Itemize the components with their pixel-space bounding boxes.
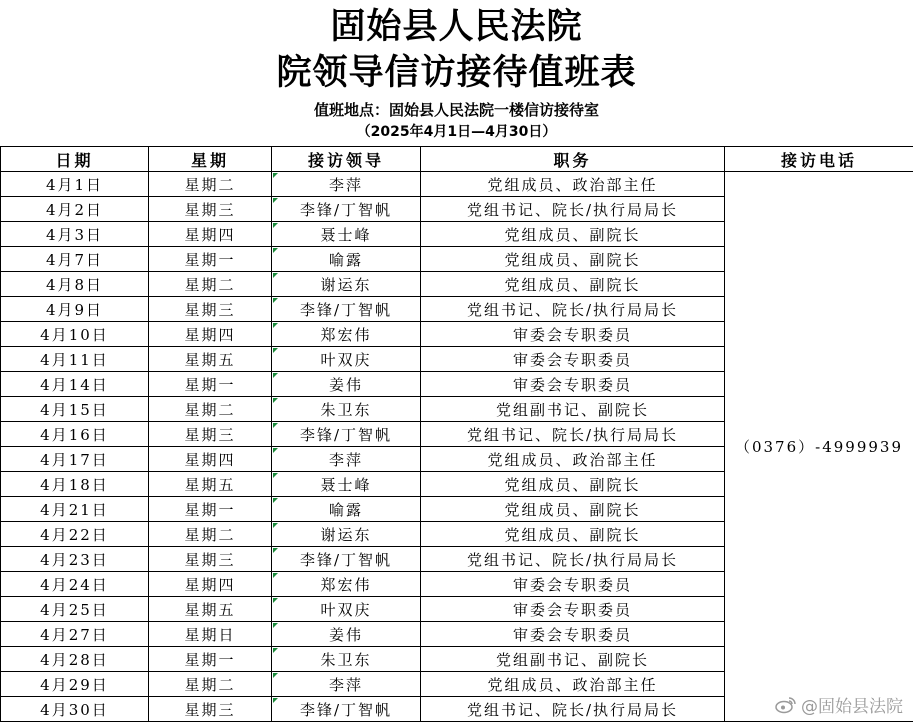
cell-date: 4月16日 (1, 422, 149, 447)
cell-weekday: 星期二 (149, 172, 272, 197)
cell-weekday: 星期三 (149, 697, 272, 722)
cell-leader: 朱卫东 (272, 397, 421, 422)
cell-date: 4月25日 (1, 597, 149, 622)
cell-date: 4月23日 (1, 547, 149, 572)
cell-leader: 李锋/丁智帆 (272, 422, 421, 447)
cell-leader: 喻露 (272, 497, 421, 522)
table-row (1, 172, 913, 197)
cell-position: 党组成员、副院长 (421, 497, 725, 522)
cell-date: 4月30日 (1, 697, 149, 722)
cell-weekday: 星期五 (149, 347, 272, 372)
header-position: 职务 (421, 147, 725, 172)
cell-weekday: 星期五 (149, 597, 272, 622)
cell-date: 4月28日 (1, 647, 149, 672)
duty-location: 值班地点：固始县人民法院一楼信访接待室 (313, 101, 599, 119)
cell-weekday: 星期一 (149, 372, 272, 397)
cell-position: 审委会专职委员 (421, 597, 725, 622)
cell-position: 党组成员、政治部主任 (421, 172, 725, 197)
watermark-text: @固始县法院 (801, 697, 903, 717)
cell-weekday: 星期二 (149, 397, 272, 422)
cell-date: 4月1日 (1, 172, 149, 197)
weibo-watermark (775, 692, 903, 717)
header-leader: 接访领导 (272, 147, 421, 172)
cell-leader: 姜伟 (272, 622, 421, 647)
cell-date: 4月29日 (1, 672, 149, 697)
cell-leader: 李萍 (272, 172, 421, 197)
cell-weekday: 星期四 (149, 222, 272, 247)
cell-leader: 李锋/丁智帆 (272, 547, 421, 572)
cell-date: 4月18日 (1, 472, 149, 497)
cell-leader: 聂士峰 (272, 472, 421, 497)
court-title: 固始县人民法院 (330, 7, 583, 47)
cell-leader: 郑宏伟 (272, 572, 421, 597)
cell-position: 党组书记、院长/执行局局长 (421, 547, 725, 572)
cell-weekday: 星期三 (149, 297, 272, 322)
cell-weekday: 星期四 (149, 572, 272, 597)
cell-date: 4月3日 (1, 222, 149, 247)
cell-leader: 叶双庆 (272, 597, 421, 622)
cell-leader: 谢运东 (272, 272, 421, 297)
duty-schedule-table (0, 146, 913, 722)
cell-weekday: 星期一 (149, 647, 272, 672)
cell-position: 审委会专职委员 (421, 572, 725, 597)
cell-leader: 姜伟 (272, 372, 421, 397)
header-weekday: 星期 (149, 147, 272, 172)
cell-position: 党组书记、院长/执行局局长 (421, 697, 725, 722)
cell-weekday: 星期二 (149, 522, 272, 547)
cell-phone: （0376）-4999939 (725, 172, 913, 722)
cell-leader: 李锋/丁智帆 (272, 197, 421, 222)
header-phone: 接访电话 (725, 147, 913, 172)
cell-date: 4月21日 (1, 497, 149, 522)
cell-leader: 谢运东 (272, 522, 421, 547)
date-range: （2025年4月1日—4月30日） (356, 124, 557, 140)
cell-date: 4月27日 (1, 622, 149, 647)
schedule-title: 院领导信访接待值班表 (276, 53, 637, 93)
cell-leader: 李锋/丁智帆 (272, 697, 421, 722)
cell-date: 4月17日 (1, 447, 149, 472)
cell-weekday: 星期三 (149, 547, 272, 572)
cell-date: 4月14日 (1, 372, 149, 397)
cell-leader: 郑宏伟 (272, 322, 421, 347)
cell-weekday: 星期四 (149, 322, 272, 347)
cell-position: 审委会专职委员 (421, 372, 725, 397)
cell-position: 党组成员、政治部主任 (421, 672, 725, 697)
cell-weekday: 星期二 (149, 672, 272, 697)
cell-position: 党组书记、院长/执行局局长 (421, 197, 725, 222)
cell-position: 审委会专职委员 (421, 622, 725, 647)
cell-leader: 李萍 (272, 447, 421, 472)
cell-date: 4月15日 (1, 397, 149, 422)
cell-position: 党组成员、副院长 (421, 272, 725, 297)
weibo-icon (775, 696, 797, 714)
cell-position: 党组成员、副院长 (421, 472, 725, 497)
cell-position: 党组成员、副院长 (421, 522, 725, 547)
cell-position: 党组书记、院长/执行局局长 (421, 422, 725, 447)
cell-weekday: 星期三 (149, 197, 272, 222)
cell-date: 4月22日 (1, 522, 149, 547)
cell-position: 党组副书记、副院长 (421, 397, 725, 422)
cell-date: 4月7日 (1, 247, 149, 272)
header-date: 日期 (1, 147, 149, 172)
cell-weekday: 星期三 (149, 422, 272, 447)
cell-position: 党组成员、副院长 (421, 222, 725, 247)
cell-date: 4月24日 (1, 572, 149, 597)
cell-leader: 朱卫东 (272, 647, 421, 672)
cell-position: 审委会专职委员 (421, 322, 725, 347)
cell-date: 4月8日 (1, 272, 149, 297)
cell-position: 党组副书记、副院长 (421, 647, 725, 672)
table-header-row (1, 147, 913, 172)
cell-weekday: 星期日 (149, 622, 272, 647)
cell-leader: 聂士峰 (272, 222, 421, 247)
cell-position: 党组书记、院长/执行局局长 (421, 297, 725, 322)
cell-date: 4月11日 (1, 347, 149, 372)
document-header (0, 0, 913, 146)
cell-leader: 叶双庆 (272, 347, 421, 372)
cell-leader: 李萍 (272, 672, 421, 697)
cell-position: 审委会专职委员 (421, 347, 725, 372)
cell-date: 4月2日 (1, 197, 149, 222)
cell-position: 党组成员、副院长 (421, 247, 725, 272)
cell-weekday: 星期二 (149, 272, 272, 297)
cell-weekday: 星期一 (149, 247, 272, 272)
cell-weekday: 星期五 (149, 472, 272, 497)
cell-weekday: 星期四 (149, 447, 272, 472)
cell-date: 4月10日 (1, 322, 149, 347)
cell-date: 4月9日 (1, 297, 149, 322)
cell-weekday: 星期一 (149, 497, 272, 522)
cell-leader: 喻露 (272, 247, 421, 272)
cell-leader: 李锋/丁智帆 (272, 297, 421, 322)
cell-position: 党组成员、政治部主任 (421, 447, 725, 472)
